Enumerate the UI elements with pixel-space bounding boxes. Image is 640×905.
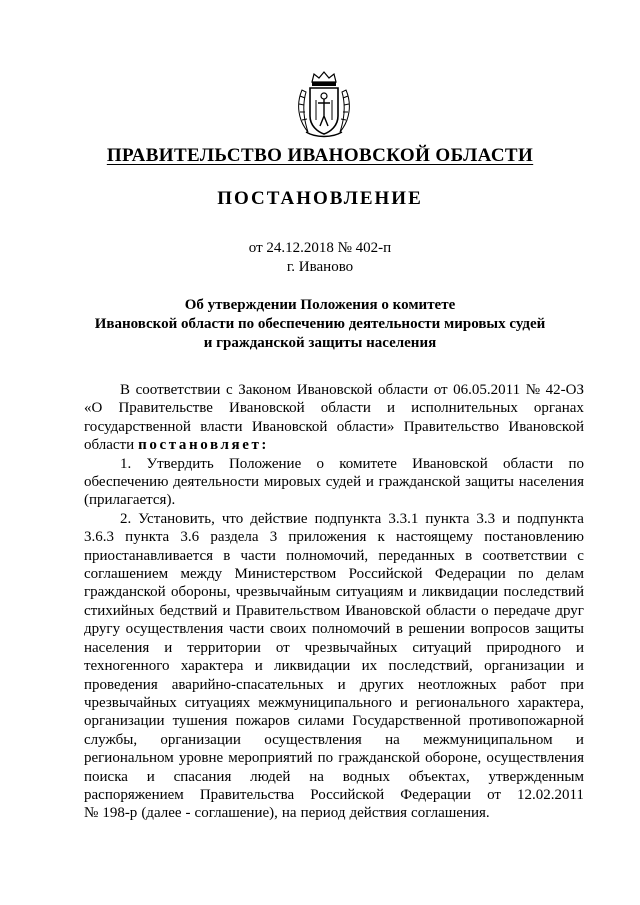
body-line: службы, организации осуществления на межмуниципальном и [84,731,584,748]
body-line: обеспечению деятельности мировых судей и гражданской защиты населения [84,474,584,491]
document-body [84,381,584,823]
body-line: техногенного характера и ликвидации их последствий, организации и [84,658,584,675]
body-line: 2. Установить, что действие подпункта 3.3.1 пункта 3.3 и подпункта [120,510,584,527]
subject-line: Ивановской области по обеспечению деятельности мировых судей [94,316,546,332]
government-title: ПРАВИТЕЛЬСТВО ИВАНОВСКОЙ ОБЛАСТИ [106,145,534,166]
subject-line: и гражданской защиты населения [203,335,437,351]
decree-word: постановляет: [138,437,270,454]
body-line: В соответствии с Законом Ивановской области от 06.05.2011 № 42-ОЗ [120,382,584,398]
document-subject [60,296,580,353]
body-line: области постановляет: [84,437,270,454]
body-line: проведения аварийно-спасательных и других неотложных работ при [84,676,584,693]
body-line: чрезвычайных ситуациях межмуниципального и регионального характера, [84,694,584,711]
document-date-number: от 24.12.2018 № 402-п [248,240,392,256]
body-line: организации тушения пожаров силами Государственной противопожарной [84,713,584,730]
body-line: приостанавливается в части полномочий, переданных в соответствии с [84,547,584,564]
body-line: региональном уровне мероприятий по гражданской обороне, осуществления [84,750,584,767]
body-line: распоряжением Правительства Российской Федерации от 12.02.2011 [84,786,584,803]
body-line: государственной власти Ивановской области» Правительство Ивановской [84,418,584,435]
coat-of-arms-icon [292,70,356,140]
body-line: гражданской обороны, чрезвычайным ситуациям и ликвидации последствий [84,584,584,601]
body-line: № 198-р (далее - соглашение), на период действия соглашения. [84,805,490,822]
body-line: другу осуществления части своих полномочий в решении вопросов защиты [84,621,584,638]
body-line: 1. Утвердить Положение о комитете Ивановской области по [120,455,584,472]
document-city: г. Иваново [286,259,354,275]
body-line: 3.6.3 пункта 3.6 раздела 3 приложения к настоящему постановлению [84,529,584,546]
document-type-title: ПОСТАНОВЛЕНИЕ [217,188,423,209]
body-line: населения и территории от чрезвычайных ситуаций природного и [84,639,584,656]
body-line: «О Правительстве Ивановской области и исполнительных органах [84,400,584,417]
body-line: стихийных бедствий и Правительством Ивановской области о передаче друг [84,602,584,619]
subject-line: Об утверждении Положения о комитете [184,297,456,313]
body-line: поиска и спасания людей на водных объектах, утвержденным [84,768,584,785]
body-line: (прилагается). [84,492,176,509]
body-line: соглашением между Министерством Российской Федерации по делам [84,566,584,583]
